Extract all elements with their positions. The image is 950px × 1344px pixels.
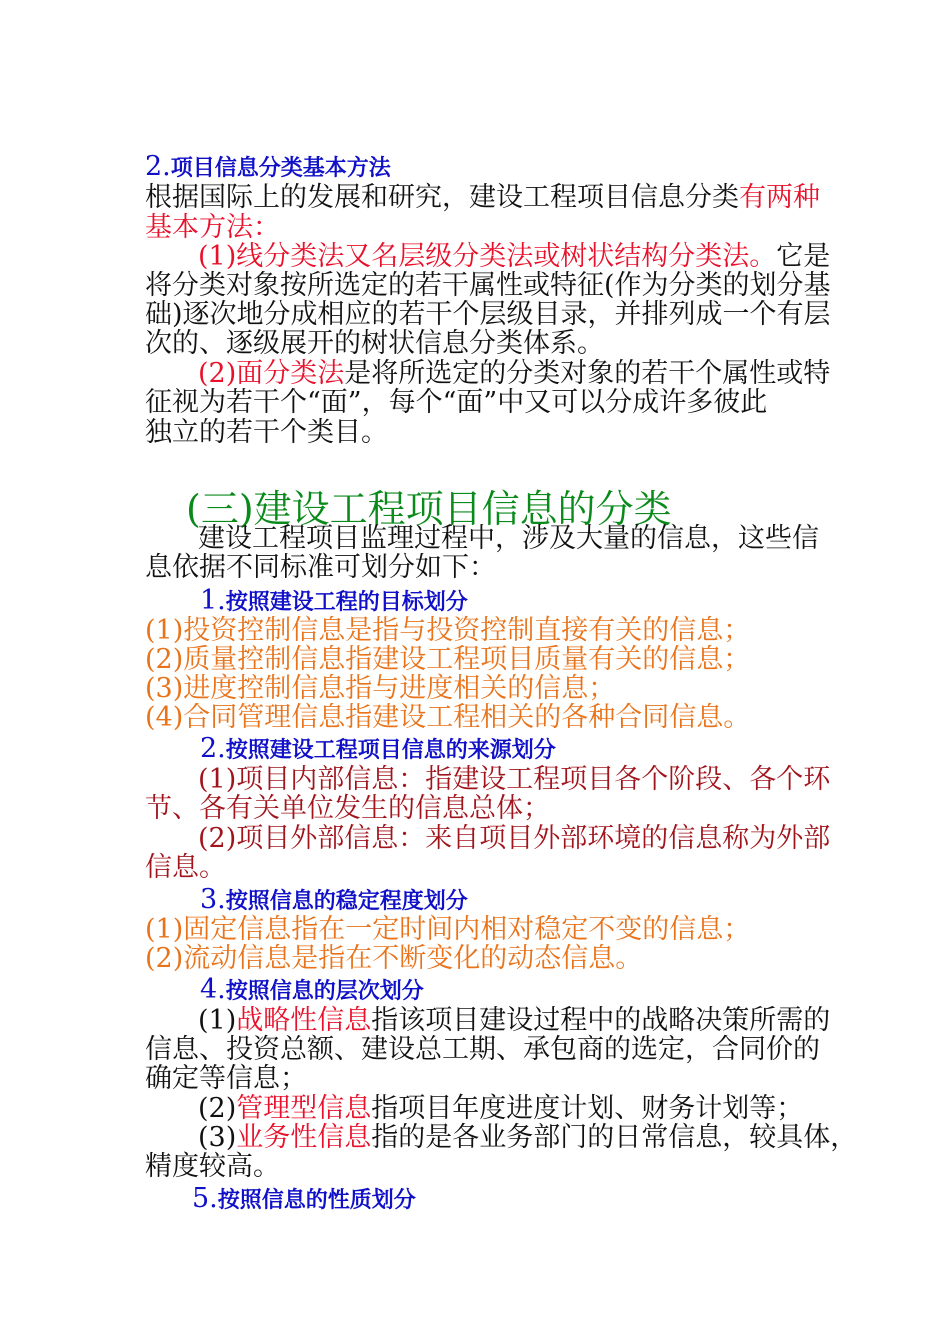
heading-text: 按照信息的稳定程度划分 (225, 888, 468, 914)
heading-text: 按照建设工程的目标划分 (225, 589, 468, 615)
list-item: (2)质量控制信息指建设工程项目质量有关的信息； (145, 644, 751, 675)
heading-number: 2. (145, 151, 171, 182)
paragraph-line: 次的、逐级展开的树状信息分类体系。 (145, 328, 604, 359)
heading-text: 按照信息的层次划分 (225, 978, 424, 1004)
paragraph-line: 础)逐次地分成相应的若干个层级目录，并排列成一个有层 (145, 299, 831, 330)
heading-text: 按照信息的性质划分 (217, 1187, 416, 1213)
paragraph-line (198, 242, 830, 272)
subheading (200, 975, 424, 1006)
list-item (198, 1123, 857, 1153)
list-item: 节、各有关单位发生的信息总体； (145, 793, 550, 824)
text-span: 根据国际上的发展和研究，建设工程项目信息分类 (145, 182, 739, 213)
list-item (198, 1006, 830, 1036)
paragraph-line (198, 359, 830, 389)
heading-text: 项目信息分类基本方法 (170, 155, 391, 181)
list-item (198, 1094, 803, 1124)
heading-number: 2. (200, 733, 226, 764)
paragraph-line: 基本方法： (145, 212, 280, 243)
list-item: (2)流动信息是指在不断变化的动态信息。 (145, 943, 643, 974)
text-span: 是将所选定的分类对象的若干个属性或特 (344, 358, 831, 389)
highlight-span: (1)线分类法又名层级分类法或树状结构分类法。 (198, 241, 777, 272)
subheading (200, 734, 556, 765)
heading-text: 按照建设工程项目信息的来源划分 (225, 737, 556, 763)
section-title: (三)建设工程项目信息的分类 (186, 487, 672, 531)
list-item: (1)投资控制信息是指与投资控制直接有关的信息； (145, 615, 751, 646)
list-item: (2)项目外部信息：来自项目外部环境的信息称为外部 (198, 823, 831, 854)
text-span: (2) (198, 1093, 237, 1124)
heading-number: 3. (200, 884, 226, 915)
list-item: 信息、投资总额、建设总工期、承包商的选定，合同价的 (145, 1034, 820, 1065)
list-item: 信息。 (145, 852, 226, 883)
paragraph-line: 建设工程项目监理过程中，涉及大量的信息，这些信 (198, 523, 819, 554)
list-item: (3)进度控制信息指与进度相关的信息； (145, 673, 616, 704)
paragraph-line: 息依据不同标准可划分如下： (145, 552, 496, 583)
highlight-span: 战略性信息 (236, 1005, 372, 1036)
list-item: 精度较高。 (145, 1151, 280, 1182)
subheading (200, 586, 468, 617)
highlight-span: (2)面分类法 (198, 358, 345, 389)
highlight-span: 业务性信息 (236, 1122, 372, 1153)
paragraph-line (145, 183, 820, 213)
highlight-span: 有两种 (739, 182, 820, 213)
paragraph-line: 征视为若干个“面”，每个“面”中又可以分成许多彼此 (145, 387, 768, 418)
section-heading (145, 152, 391, 183)
heading-number: 1. (200, 585, 226, 616)
text-span: (1) (198, 1005, 237, 1036)
list-item: 确定等信息； (145, 1063, 307, 1094)
subheading (200, 885, 468, 916)
paragraph-line: 将分类对象按所选定的若干属性或特征(作为分类的划分基 (145, 270, 831, 301)
list-item: (1)固定信息指在一定时间内相对稳定不变的信息； (145, 914, 751, 945)
heading-number: 4. (200, 974, 226, 1005)
highlight-span: 管理型信息 (236, 1093, 372, 1124)
paragraph-line: 独立的若干个类目。 (145, 417, 388, 448)
subheading (192, 1184, 416, 1215)
text-span: (3) (198, 1122, 237, 1153)
list-item: (4)合同管理信息指建设工程相关的各种合同信息。 (145, 702, 751, 733)
list-item: (1)项目内部信息：指建设工程项目各个阶段、各个环 (198, 764, 831, 795)
text-span: 指的是各业务部门的日常信息，较具体， (371, 1122, 858, 1153)
heading-number: 5. (192, 1183, 218, 1214)
text-span: 指项目年度进度计划、财务计划等； (371, 1093, 804, 1124)
text-span: 它是 (776, 241, 831, 272)
text-span: 指该项目建设过程中的战略决策所需的 (371, 1005, 831, 1036)
